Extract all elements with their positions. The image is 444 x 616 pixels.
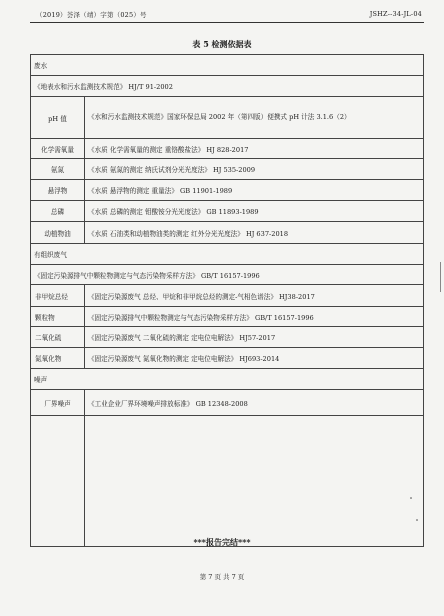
item-name: 颗粒物 bbox=[31, 307, 85, 327]
scan-speck bbox=[410, 497, 412, 499]
section-label: 噪声 bbox=[31, 369, 424, 390]
standard-basis: 《水质 悬浮物的测定 重量法》 GB 11901-1989 bbox=[85, 180, 424, 201]
item-name: 二氧化硫 bbox=[31, 327, 85, 348]
table-row bbox=[31, 76, 424, 97]
blank-row bbox=[31, 416, 424, 547]
standard-basis: 《水质 氨氮的测定 纳氏试剂分光光度法》 HJ 535-2009 bbox=[85, 159, 424, 180]
item-name: pH 值 bbox=[31, 97, 85, 139]
standard-basis: 《固定污染源废气 二氧化硫的测定 定电位电解法》 HJ57-2017 bbox=[85, 327, 424, 348]
table-row bbox=[31, 285, 424, 307]
table-title: 表 5 检测依据表 bbox=[192, 39, 252, 49]
standard-basis: 《水质 总磷的测定 钼酸铵分光光度法》 GB 11893-1989 bbox=[85, 201, 424, 222]
item-name: 化学需氧量 bbox=[31, 139, 85, 159]
section-label: 废水 bbox=[31, 55, 424, 76]
standard-basis: 《地表水和污水监测技术规范》 HJ/T 91-2002 bbox=[31, 76, 424, 97]
table-row bbox=[31, 139, 424, 159]
scan-speck bbox=[416, 519, 418, 521]
table-row bbox=[31, 180, 424, 201]
table-row bbox=[31, 201, 424, 222]
table-row bbox=[31, 390, 424, 416]
table-row bbox=[31, 97, 424, 139]
header-divider bbox=[30, 22, 424, 23]
document-code: JSHZ--34-JL-04 bbox=[369, 10, 422, 18]
scan-edge-mark bbox=[440, 262, 441, 292]
standard-basis: 《工业企业厂界环境噪声排放标准》 GB 12348-2008 bbox=[85, 390, 424, 416]
table-row bbox=[31, 307, 424, 327]
section-row-noise bbox=[31, 369, 424, 390]
page-header bbox=[36, 8, 422, 22]
blank-cell bbox=[31, 416, 85, 547]
page-number: 第 7 页 共 7 页 bbox=[199, 573, 245, 581]
report-end-mark: ***报告完结*** bbox=[193, 537, 251, 547]
report-number: （2019）荟泽（靖）字第（025）号 bbox=[36, 11, 147, 19]
section-row-organized-gas bbox=[31, 244, 424, 265]
section-row-wastewater bbox=[31, 55, 424, 76]
standard-basis: 《固定污染源排气中颗粒物测定与气态污染物采样方法》 GB/T 16157-1996 bbox=[85, 307, 424, 327]
table-row bbox=[31, 265, 424, 285]
table-row bbox=[31, 327, 424, 348]
item-name: 厂界噪声 bbox=[31, 390, 85, 416]
item-name: 非甲烷总烃 bbox=[31, 285, 85, 307]
standard-basis: 《固定污染源排气中颗粒物测定与气态污染物采样方法》 GB/T 16157-1996 bbox=[31, 265, 424, 285]
detection-basis-table bbox=[30, 54, 424, 547]
item-name: 总磷 bbox=[31, 201, 85, 222]
blank-cell bbox=[85, 416, 424, 547]
section-label: 有组织废气 bbox=[31, 244, 424, 265]
item-name: 动植物油 bbox=[31, 222, 85, 244]
item-name: 悬浮物 bbox=[31, 180, 85, 201]
item-name: 氨氮 bbox=[31, 159, 85, 180]
table-row bbox=[31, 159, 424, 180]
standard-basis: 《固定污染源废气 氮氧化物的测定 定电位电解法》 HJ693-2014 bbox=[85, 348, 424, 369]
standard-basis: 《水质 石油类和动植物油类的测定 红外分光光度法》 HJ 637-2018 bbox=[85, 222, 424, 244]
standard-basis: 《固定污染源废气 总烃、甲烷和非甲烷总烃的测定-气相色谱法》 HJ38-2017 bbox=[85, 285, 424, 307]
standard-basis: 《水和污水监测技术规范》国家环保总局 2002 年（第四版）便携式 pH 计法 3.1.6（2） bbox=[85, 97, 424, 139]
table-row bbox=[31, 348, 424, 369]
standard-basis: 《水质 化学需氧量的测定 重铬酸盐法》 HJ 828-2017 bbox=[85, 139, 424, 159]
table-row bbox=[31, 222, 424, 244]
item-name: 氮氧化物 bbox=[31, 348, 85, 369]
